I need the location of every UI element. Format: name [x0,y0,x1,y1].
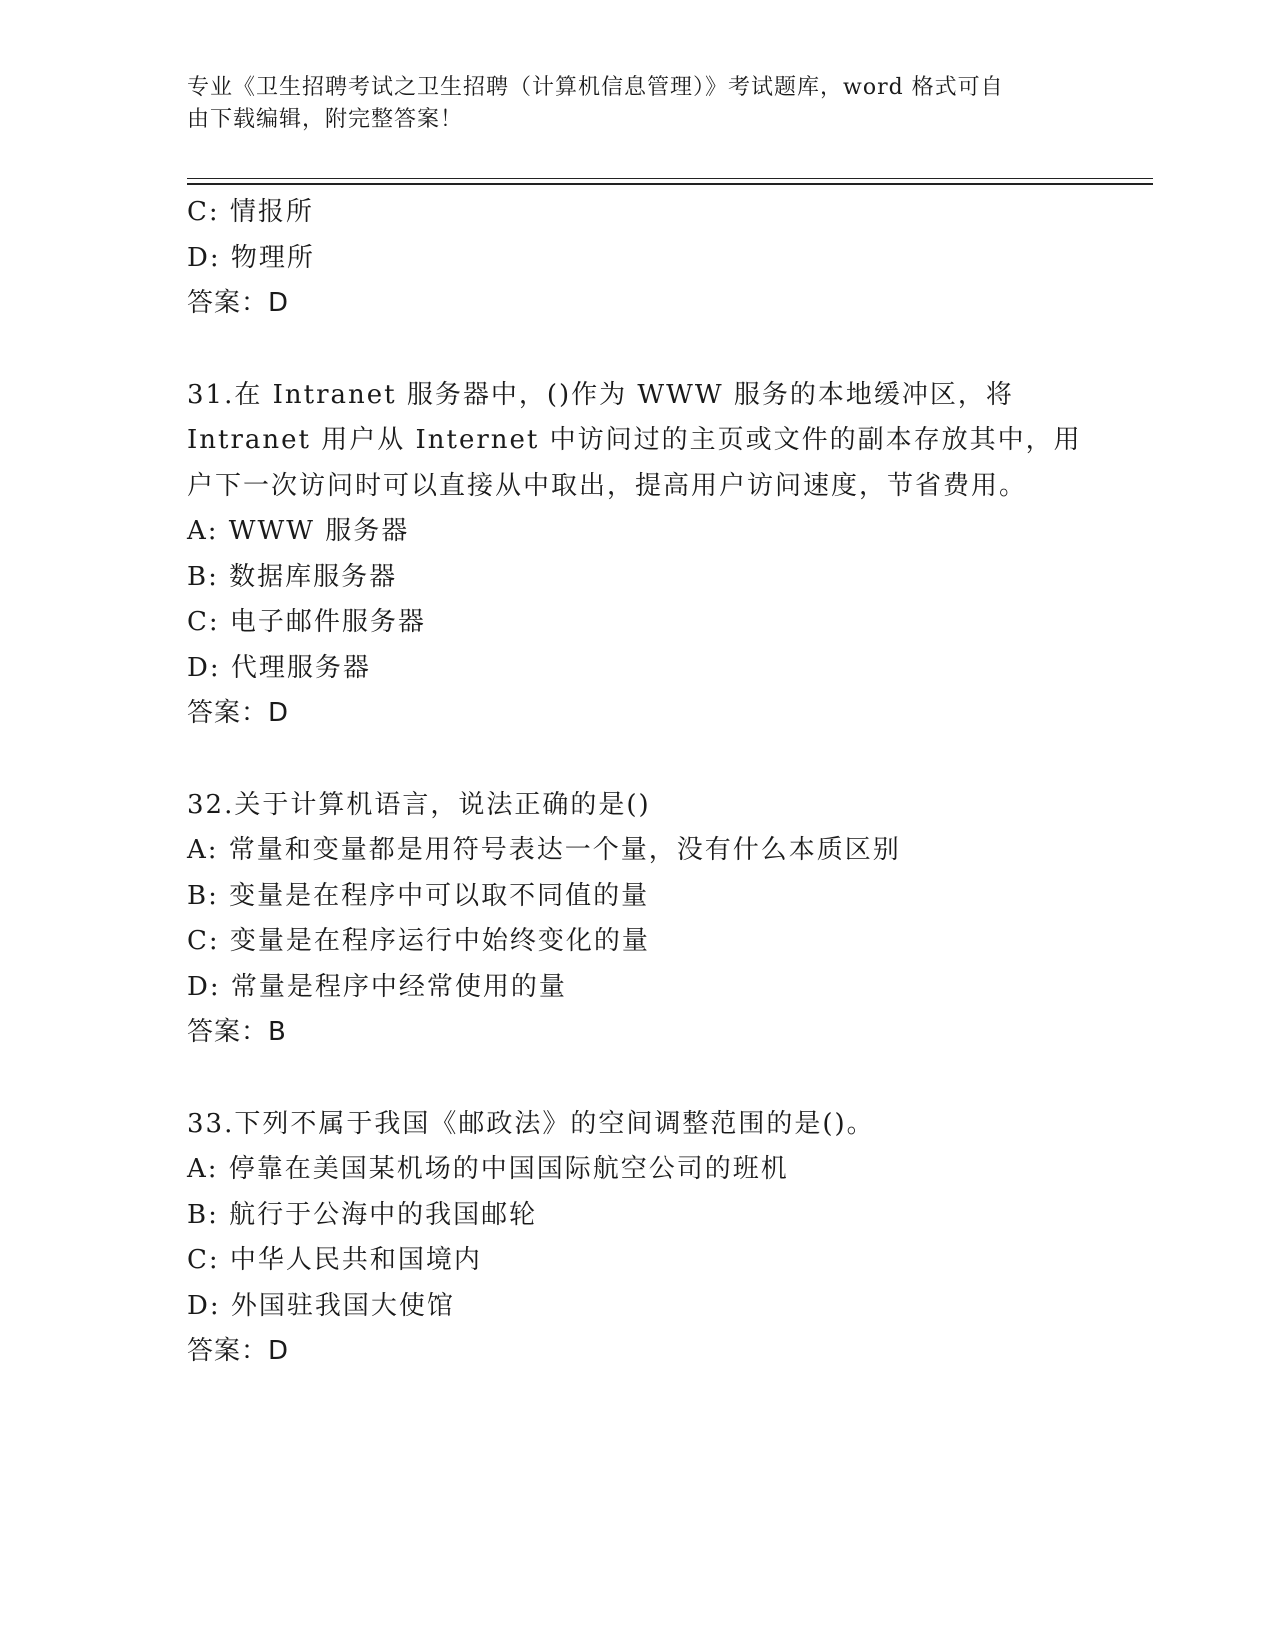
answer-line: 答案：D [187,698,290,728]
question-33 [187,1102,1147,1375]
option-b: B: 变量是在程序中可以取不同值的量 [187,880,650,911]
option-d: D: 常量是程序中经常使用的量 [187,971,567,1002]
header-line-2: 由下载编辑，附完整答案！ [187,107,464,132]
question-32 [187,783,1147,1056]
option-b: B: 数据库服务器 [187,561,398,592]
question-stem-line: 33.下列不属于我国《邮政法》的空间调整范围的是()。 [187,1108,875,1139]
question-spacer [187,737,1147,783]
option-a: A: WWW 服务器 [187,516,410,546]
document-header [187,72,1067,136]
header-divider-thick [187,183,1153,185]
question-31 [187,373,1147,737]
answer-line: 答案：B [187,1017,287,1047]
question-stem-line: 户下一次访问时可以直接从中取出，提高用户访问速度，节省费用。 [187,470,1028,501]
option-d: D: 代理服务器 [187,652,371,683]
header-divider-thin [187,178,1153,179]
option-d: D: 外国驻我国大使馆 [187,1290,455,1321]
question-spacer [187,327,1147,373]
option-c: C: 情报所 [187,197,314,227]
answer-line: 答案：D [187,288,290,318]
option-c: C: 电子邮件服务器 [187,607,426,637]
option-b: B: 航行于公海中的我国邮轮 [187,1199,538,1230]
header-line-1: 专业《卫生招聘考试之卫生招聘（计算机信息管理）》考试题库，word 格式可自 [187,75,1004,100]
previous-question-tail [187,190,1147,327]
question-stem-line: 31.在 Intranet 服务器中，()作为 WWW 服务的本地缓冲区，将 [187,379,1014,410]
question-content [187,190,1147,1375]
question-spacer [187,1056,1147,1102]
option-a: A: 停靠在美国某机场的中国国际航空公司的班机 [187,1154,789,1184]
answer-line: 答案：D [187,1336,290,1366]
question-stem-line: 32.关于计算机语言，说法正确的是() [187,789,651,820]
question-stem-line: Intranet 用户从 Internet 中访问过的主页或文件的副本存放其中，用 [187,425,1082,455]
option-a: A: 常量和变量都是用符号表达一个量，没有什么本质区别 [187,835,901,865]
option-d: D: 物理所 [187,242,315,273]
option-c: C: 变量是在程序运行中始终变化的量 [187,926,650,956]
option-c: C: 中华人民共和国境内 [187,1245,482,1275]
